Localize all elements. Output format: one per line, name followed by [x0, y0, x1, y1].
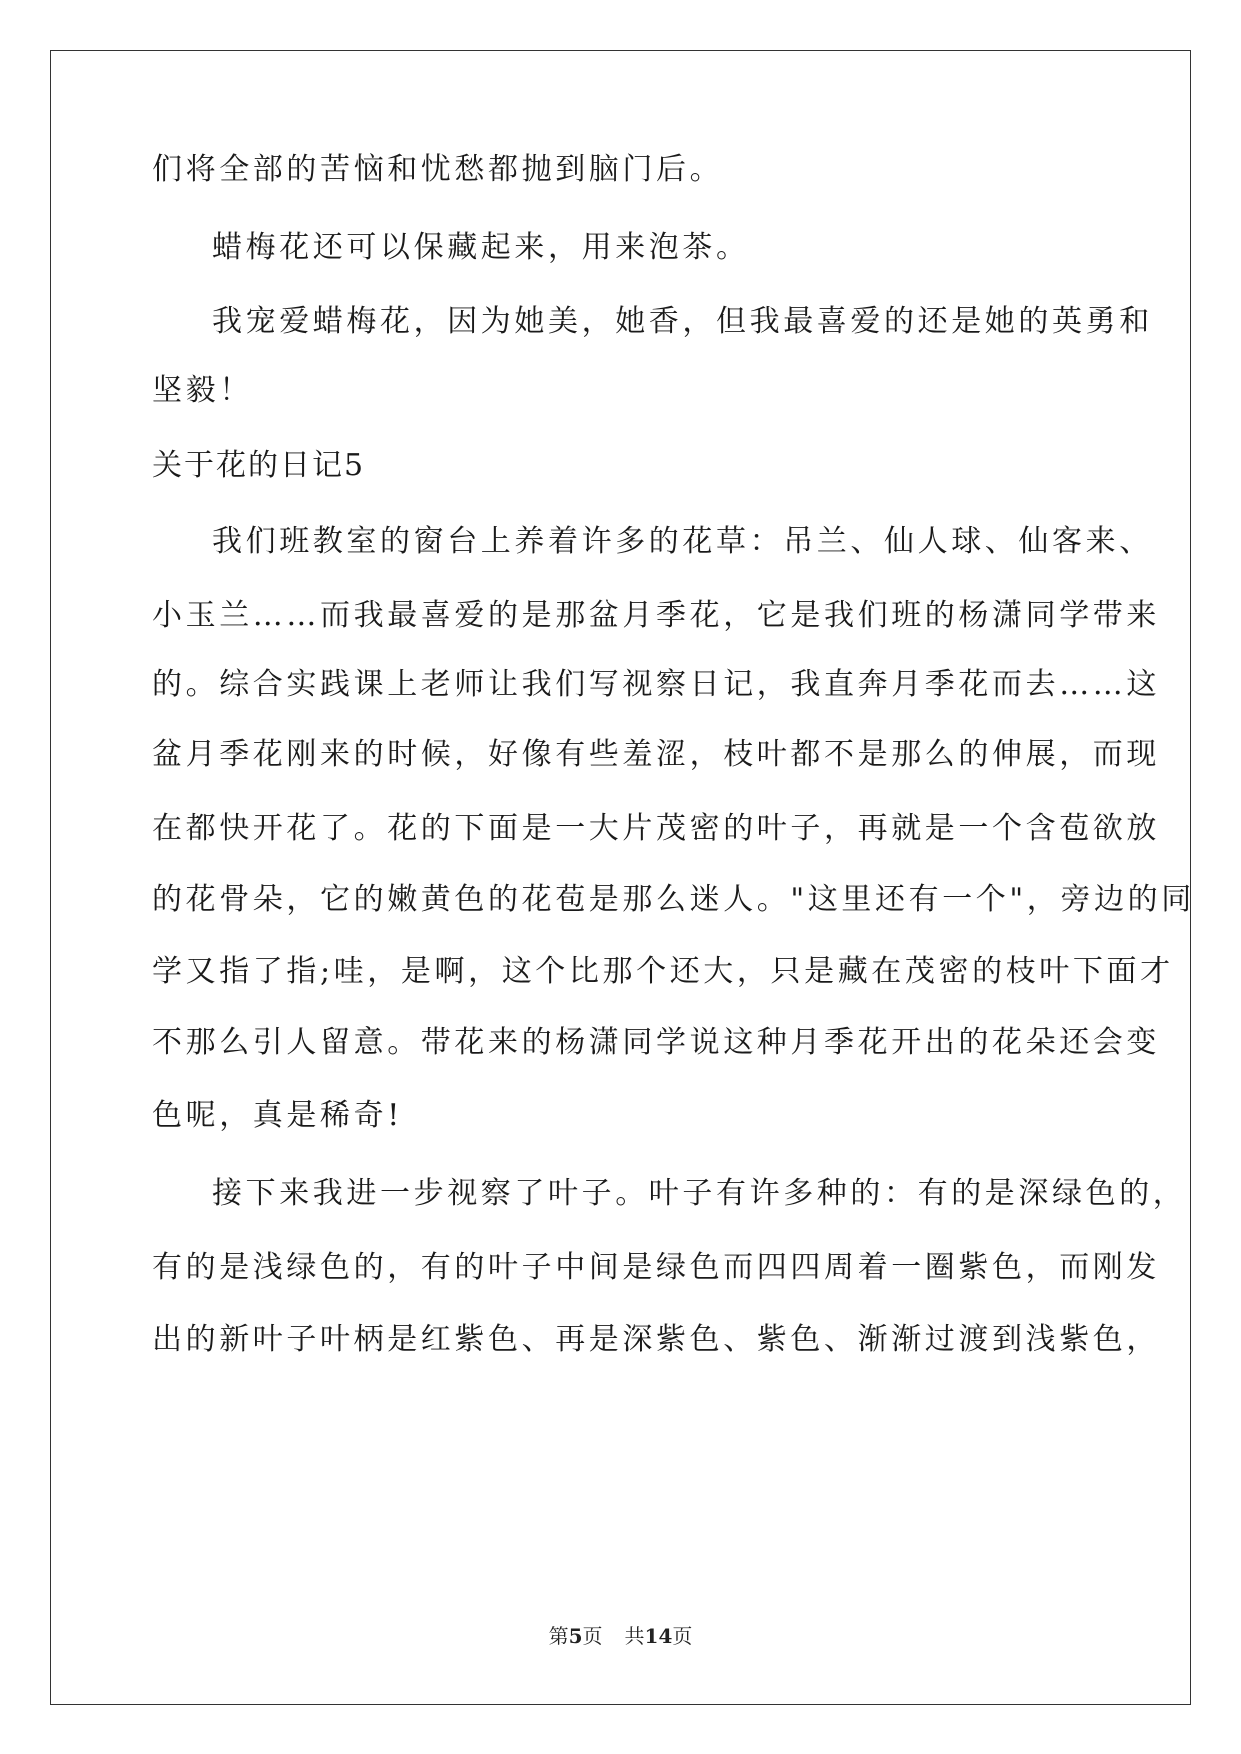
- text-line-17: 出的新叶子叶柄是红紫色、再是深紫色、紫色、渐渐过渡到浅紫色，: [152, 1322, 1160, 1357]
- page-number: 5: [568, 1624, 583, 1648]
- text-line-4: 坚毅！: [152, 373, 253, 408]
- total-pages: 14: [644, 1624, 673, 1648]
- total-prefix: 共: [624, 1624, 645, 1648]
- page-footer: [0, 1622, 1241, 1650]
- total-suffix: 页: [672, 1624, 693, 1648]
- text-line-2: 蜡梅花还可以保藏起来，用来泡茶。: [212, 230, 750, 265]
- text-line-9: 盆月季花刚来的时候，好像有些羞涩，枝叶都不是那么的伸展，而现: [152, 737, 1160, 772]
- text-line-10: 在都快开花了。花的下面是一大片茂密的叶子，再就是一个含苞欲放: [152, 811, 1160, 846]
- text-line-14: 色呢，真是稀奇!: [152, 1098, 403, 1133]
- page-suffix: 页: [582, 1624, 603, 1648]
- text-line-6: 我们班教室的窗台上养着许多的花草：吊兰、仙人球、仙客来、: [212, 524, 1153, 559]
- text-line-15: 接下来我进一步视察了叶子。叶子有许多种的：有的是深绿色的，: [212, 1176, 1187, 1211]
- text-line-8: 的。综合实践课上老师让我们写视察日记，我直奔月季花而去……这: [152, 667, 1160, 702]
- text-line-3: 我宠爱蜡梅花，因为她美，她香，但我最喜爱的还是她的英勇和: [212, 304, 1153, 339]
- text-line-12: 学又指了指;哇，是啊，这个比那个还大，只是藏在茂密的枝叶下面才: [152, 954, 1174, 989]
- text-line-7: 小玉兰……而我最喜爱的是那盆月季花，它是我们班的杨潇同学带来: [152, 598, 1160, 633]
- text-line-13: 不那么引人留意。带花来的杨潇同学说这种月季花开出的花朵还会变: [152, 1025, 1160, 1060]
- text-line-16: 有的是浅绿色的，有的叶子中间是绿色而四四周着一圈紫色，而刚发: [152, 1250, 1160, 1285]
- text-line-1: 们将全部的苦恼和忧愁都抛到脑门后。: [152, 152, 724, 187]
- text-line-11: 的花骨朵，它的嫩黄色的花苞是那么迷人。"这里还有一个"，旁边的同: [152, 882, 1195, 917]
- page-border: [50, 50, 1191, 1705]
- section-heading: 关于花的日记5: [152, 448, 366, 483]
- page-prefix: 第: [548, 1624, 569, 1648]
